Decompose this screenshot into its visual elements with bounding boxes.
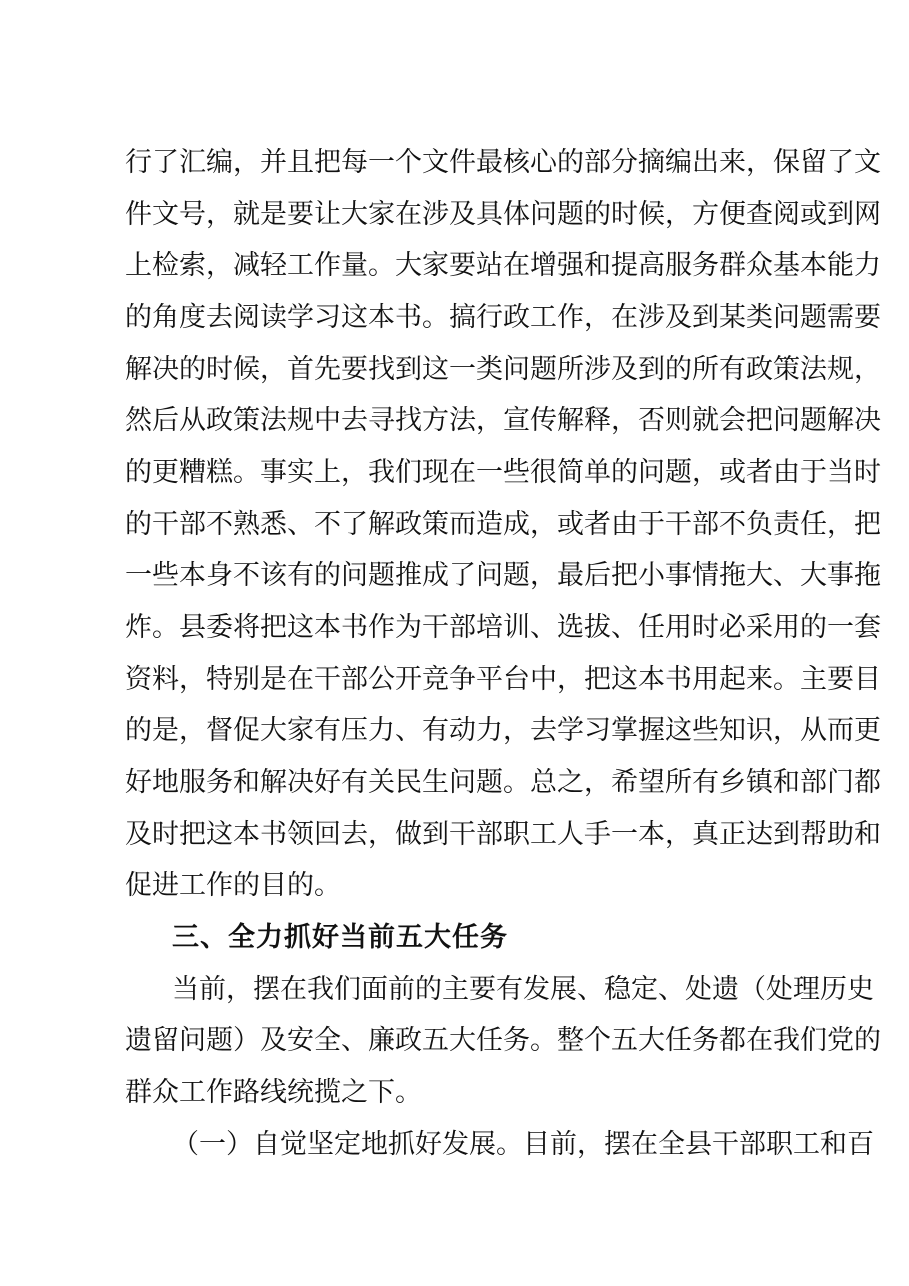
text-line: 然后从政策法规中去寻找方法，宣传解释，否则就会把问题解决 <box>125 405 881 436</box>
text-line: 行了汇编，并且把每一个文件最核心的部分摘编出来，保留了文 <box>125 147 881 178</box>
text-line: 上检索，减轻工作量。大家要站在增强和提高服务群众基本能力 <box>125 250 881 281</box>
text-line: 好地服务和解决好有关民生问题。总之，希望所有乡镇和部门都 <box>125 767 881 798</box>
text-line: 遗留问题）及安全、廉政五大任务。整个五大任务都在我们党的 <box>125 1025 881 1056</box>
text-line: 群众工作路线统揽之下。 <box>125 1077 422 1108</box>
text-line: 及时把这本书领回去，做到干部职工人手一本，真正达到帮助和 <box>125 819 881 850</box>
text-line: 促进工作的目的。 <box>125 870 341 901</box>
text-line: 炸。县委将把这本书作为干部培训、选拔、任用时必采用的一套 <box>125 612 881 643</box>
text-line: 当前，摆在我们面前的主要有发展、稳定、处遗（处理历史 <box>172 974 874 1005</box>
text-line: 的角度去阅读学习这本书。搞行政工作，在涉及到某类问题需要 <box>125 302 881 333</box>
text-line: 资料，特别是在干部公开竞争平台中，把这本书用起来。主要目 <box>125 664 881 695</box>
text-line: 的更糟糕。事实上，我们现在一些很简单的问题，或者由于当时 <box>125 457 881 488</box>
text-line: 的是，督促大家有压力、有动力，去学习掌握这些知识，从而更 <box>125 715 881 746</box>
text-line: 一些本身不该有的问题推成了问题，最后把小事情拖大、大事拖 <box>125 560 881 591</box>
text-line: （一）自觉坚定地抓好发展。目前，摆在全县干部职工和百 <box>172 1129 874 1160</box>
text-line: 解决的时候，首先要找到这一类问题所涉及到的所有政策法规， <box>125 354 881 385</box>
text-line: 的干部不熟悉、不了解政策而造成，或者由于干部不负责任，把 <box>125 509 881 540</box>
text-line: 件文号，就是要让大家在涉及具体问题的时候，方便查阅或到网 <box>125 199 881 230</box>
section-heading: 三、全力抓好当前五大任务 <box>172 922 508 953</box>
